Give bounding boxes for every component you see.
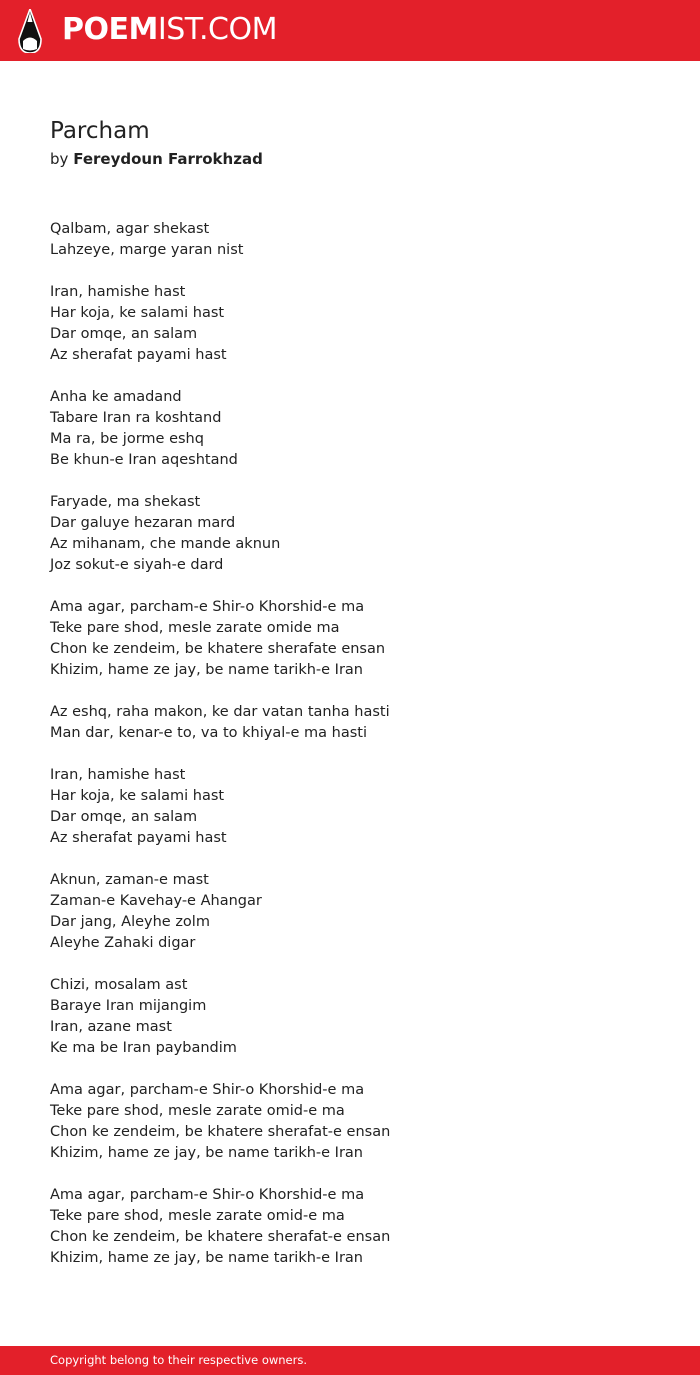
poem-line: Ama agar, parcham-e Shir-o Khorshid-e ma (50, 599, 365, 615)
poem-line: Dar omqe, an salam (50, 809, 198, 825)
poem-line: Teke pare shod, mesle zarate omide ma (50, 620, 340, 636)
poem-stanza (50, 597, 670, 681)
poem-line: Ama agar, parcham-e Shir-o Khorshid-e ma (50, 1187, 365, 1203)
logo-text-light: IST.COM (157, 12, 277, 47)
poem-title: Parcham (50, 118, 150, 144)
poem-stanza (50, 1185, 670, 1269)
poem-line: Az mihanam, che mande aknun (50, 536, 281, 552)
poem-author[interactable]: Fereydoun Farrokhzad (73, 150, 263, 168)
poem-line: Ama agar, parcham-e Shir-o Khorshid-e ma (50, 1082, 365, 1098)
poem-line: Chon ke zendeim, be khatere sherafat-e ensan (50, 1124, 391, 1140)
poem-line: Aleyhe Zahaki digar (50, 935, 196, 951)
poem-stanza (50, 870, 670, 954)
poem-line: Anha ke amadand (50, 389, 182, 405)
poem-line: Iran, hamishe hast (50, 284, 186, 300)
poem-stanza (50, 282, 670, 366)
poem-line: Khizim, hame ze jay, be name tarikh-e Iran (50, 1145, 363, 1161)
poem-line: Teke pare shod, mesle zarate omid-e ma (50, 1208, 345, 1224)
poem-line: Joz sokut-e siyah-e dard (50, 557, 224, 573)
poem-line: Dar jang, Aleyhe zolm (50, 914, 210, 930)
poem-byline (50, 149, 263, 169)
poem-line: Be khun-e Iran aqeshtand (50, 452, 238, 468)
footer-copyright: Copyright belong to their respective owners. (50, 1353, 308, 1367)
poem-line: Aknun, zaman-e mast (50, 872, 209, 888)
poem-stanza (50, 492, 670, 576)
poem-body (50, 219, 670, 1290)
poem-line: Az sherafat payami hast (50, 830, 227, 846)
poem-stanza (50, 765, 670, 849)
poem-line: Ke ma be Iran paybandim (50, 1040, 237, 1056)
poem-line: Dar omqe, an salam (50, 326, 198, 342)
poem-line: Man dar, kenar-e to, va to khiyal-e ma hasti (50, 725, 367, 741)
poem-line: Chon ke zendeim, be khatere sherafat-e ensan (50, 1229, 391, 1245)
site-logo[interactable] (62, 12, 277, 48)
poem-line: Khizim, hame ze jay, be name tarikh-e Iran (50, 1250, 363, 1266)
poem-line: Az sherafat payami hast (50, 347, 227, 363)
poem-line: Qalbam, agar shekast (50, 221, 210, 237)
poem-line: Teke pare shod, mesle zarate omid-e ma (50, 1103, 345, 1119)
poem-line: Chizi, mosalam ast (50, 977, 188, 993)
site-header (0, 0, 700, 61)
poem-line: Ma ra, be jorme eshq (50, 431, 204, 447)
poem-line: Iran, azane mast (50, 1019, 172, 1035)
poem-stanza (50, 1080, 670, 1164)
poem-line: Baraye Iran mijangim (50, 998, 207, 1014)
poem-stanza (50, 219, 670, 261)
poem-line: Az eshq, raha makon, ke dar vatan tanha hasti (50, 704, 390, 720)
poem-line: Iran, hamishe hast (50, 767, 186, 783)
poem-line: Chon ke zendeim, be khatere sherafate ensan (50, 641, 386, 657)
poem-line: Dar galuye hezaran mard (50, 515, 236, 531)
poem-stanza (50, 975, 670, 1059)
poem-line: Faryade, ma shekast (50, 494, 201, 510)
poem-stanza (50, 387, 670, 471)
poem-line: Lahzeye, marge yaran nist (50, 242, 244, 258)
pencil-tip-icon[interactable] (18, 9, 42, 53)
poem-line: Zaman-e Kavehay-e Ahangar (50, 893, 262, 909)
poem-line: Tabare Iran ra koshtand (50, 410, 222, 426)
poem-line: Khizim, hame ze jay, be name tarikh-e Iran (50, 662, 363, 678)
by-label: by (50, 150, 69, 168)
logo-text-bold: POEM (62, 12, 158, 47)
poem-stanza (50, 702, 670, 744)
poem-line: Har koja, ke salami hast (50, 788, 225, 804)
poem-line: Har koja, ke salami hast (50, 305, 225, 321)
site-footer (0, 1346, 700, 1375)
